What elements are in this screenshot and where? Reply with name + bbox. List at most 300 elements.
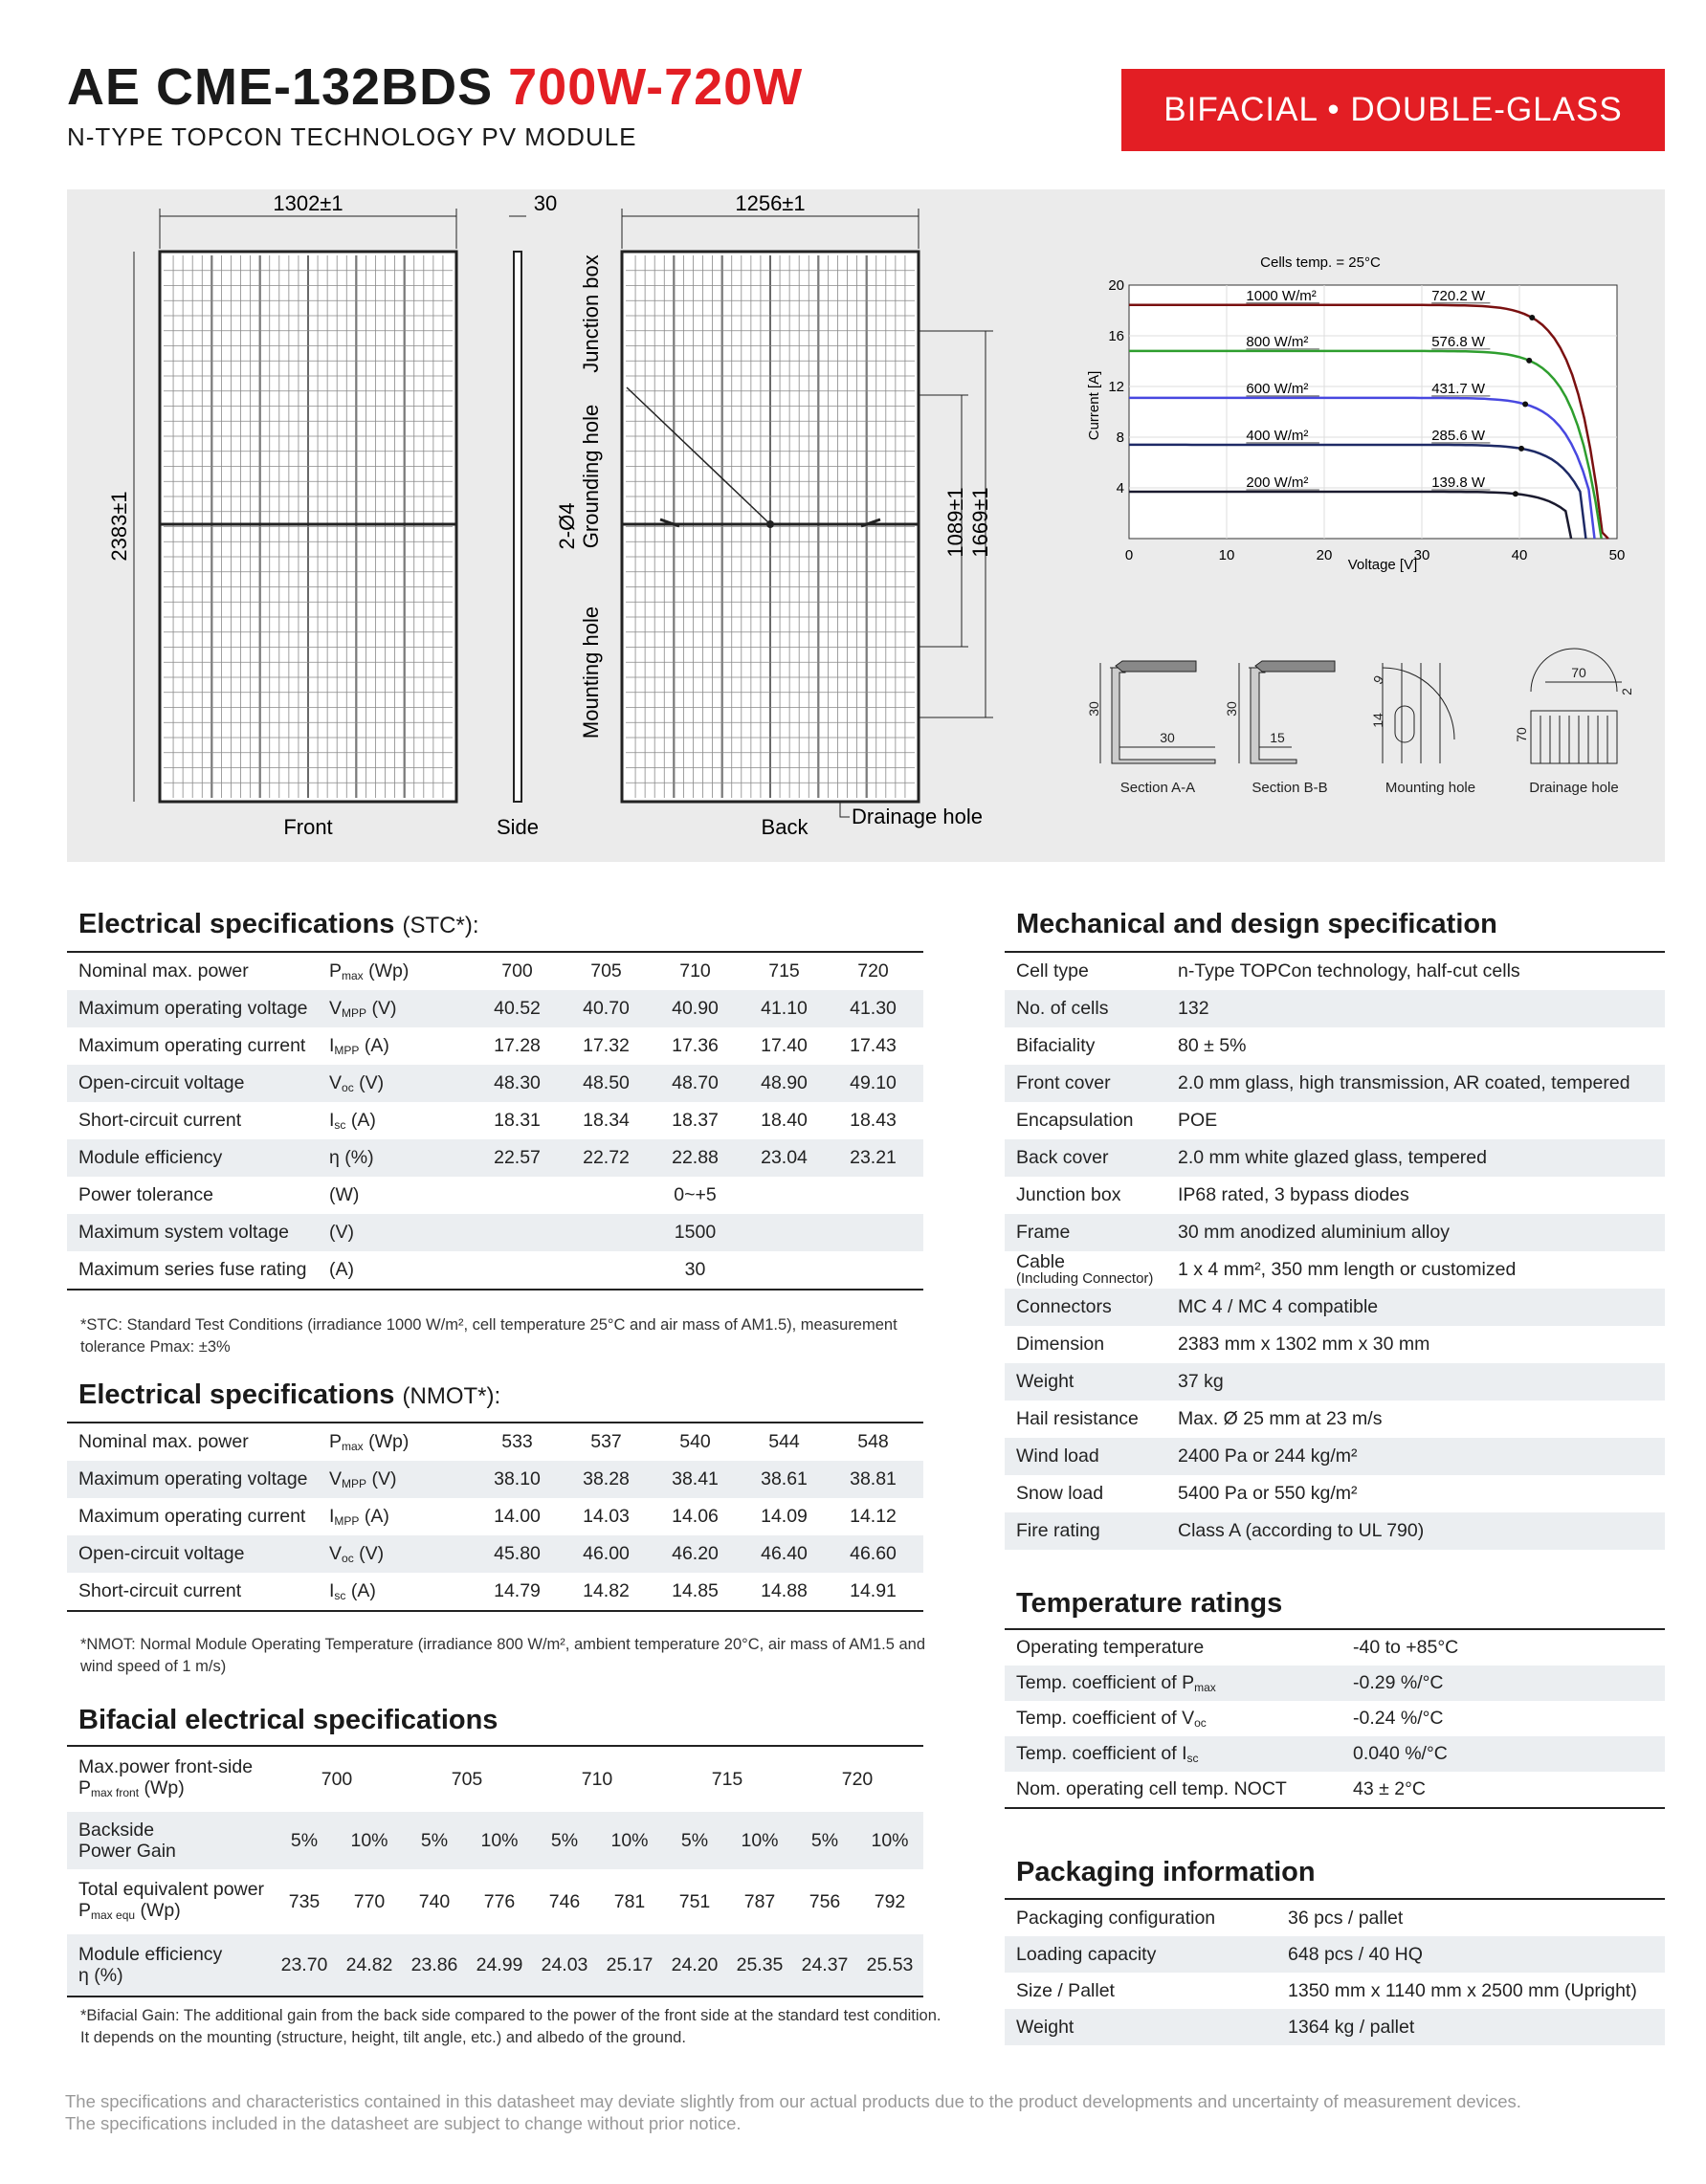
label-side: Side [496, 815, 540, 839]
mech-label: Back cover [1016, 1147, 1109, 1168]
temp-row [1005, 1630, 1665, 1666]
gains-value: 10% [871, 1829, 909, 1851]
row-value: 38.41 [672, 1468, 719, 1489]
row-value: 48.70 [672, 1072, 719, 1093]
label-back: Back [761, 815, 809, 839]
mech-row [1005, 1177, 1665, 1214]
bifacial-gain-row: Backside Power Gain 5% 10% 5% 10% 5% 10% 5% 10% 5% 10% [67, 1812, 923, 1869]
temp-row [1005, 1736, 1665, 1772]
totals-value: 746 [548, 1890, 581, 1912]
mech-label: Front cover [1016, 1072, 1111, 1093]
row-value: 30 [684, 1259, 706, 1280]
section-dims [1086, 665, 1634, 745]
table-row [67, 1214, 923, 1251]
row-symbol: $V_{MPP}$ (V) [329, 998, 397, 1020]
row-value: 40.90 [672, 998, 719, 1019]
row-symbol: $P_{max}$ (Wp) [329, 960, 410, 982]
label-grounding-hole: Grounding hole [579, 404, 603, 549]
row-value: 40.70 [583, 998, 630, 1019]
row-value: 715 [768, 960, 800, 982]
mech-row [1005, 953, 1665, 990]
pack-row [1005, 2009, 1665, 2045]
back-view [555, 191, 993, 839]
front-power-value: 720 [841, 1768, 874, 1790]
mech-value: 5400 Pa or 550 kg/m² [1178, 1483, 1358, 1504]
y-tick-label: 12 [1108, 379, 1124, 395]
pack-row [1005, 1936, 1665, 1973]
mech-value: 30 mm anodized aluminium alloy [1178, 1222, 1450, 1243]
svg-text:30: 30 [1224, 701, 1239, 717]
mech-label: Bifaciality [1016, 1035, 1096, 1056]
mech-row [1005, 1363, 1665, 1401]
mpp-point [1526, 358, 1532, 364]
row-value: 17.36 [672, 1035, 719, 1056]
totals-value: 740 [418, 1890, 451, 1912]
section-captions [1120, 780, 1619, 796]
mech-label: Hail resistance [1016, 1408, 1139, 1429]
svg-text:30: 30 [1086, 701, 1101, 717]
gains-value: 5% [550, 1829, 579, 1851]
y-tick-label: 20 [1108, 277, 1124, 294]
mech-value: 132 [1178, 998, 1209, 1019]
temp-value: -40 to +85°C [1353, 1637, 1459, 1658]
temp-value: -0.24 %/°C [1353, 1708, 1444, 1729]
row-label: Nominal max. power [78, 960, 249, 982]
mpp-point [1529, 315, 1535, 320]
effs-value: 24.20 [671, 1953, 719, 1975]
row-value: 17.43 [850, 1035, 897, 1056]
pack-label: Loading capacity [1016, 1943, 1157, 1965]
front-power-value: 705 [451, 1768, 483, 1790]
series-power-label: 431.7 W [1431, 380, 1486, 397]
caption-section-b: Section B-B [1252, 780, 1328, 796]
mech-row [1005, 1438, 1665, 1475]
row-value: 17.28 [494, 1035, 541, 1056]
footer-disclaimer: The specifications and characteristics contained in this datasheet may deviate slightly from our actual products due to the product developments and uncertainty of measurement devices. The specifications included in the datasheet are subject to change without prior notice. [65, 2091, 1521, 2133]
svg-text:70: 70 [1514, 727, 1529, 742]
page-title [67, 57, 803, 117]
temp-table [1005, 1628, 1665, 1809]
row-label: Module efficiency [78, 1147, 223, 1168]
row-value: 48.50 [583, 1072, 630, 1093]
page-subtitle: N-TYPE TOPCON TECHNOLOGY PV MODULE [67, 122, 637, 151]
totals-value: 776 [483, 1890, 516, 1912]
x-tick-label: 10 [1218, 547, 1235, 563]
row-value: 46.20 [672, 1543, 719, 1564]
mech-row [1005, 1289, 1665, 1326]
row-label: Nominal max. power [78, 1431, 249, 1452]
stc-table [67, 951, 923, 1291]
mpp-point [1513, 491, 1518, 496]
row-value: 14.79 [494, 1580, 541, 1601]
row-value: 700 [501, 960, 533, 982]
row-value: 17.40 [761, 1035, 808, 1056]
mech-label: Encapsulation [1016, 1110, 1134, 1131]
mech-value: POE [1178, 1110, 1218, 1131]
row-symbol: $V_{oc}$ (V) [329, 1072, 385, 1094]
table-row [67, 1573, 923, 1610]
row-value: 46.60 [850, 1543, 897, 1564]
mech-value: 1 x 4 mm², 350 mm length or customized [1178, 1259, 1517, 1280]
chart-xlabel: Voltage [V] [1347, 557, 1418, 573]
row-label: Power tolerance [78, 1184, 213, 1205]
table-row [67, 1251, 923, 1289]
mech-table [1005, 951, 1665, 1550]
row-label: Maximum series fuse rating [78, 1259, 307, 1280]
totals-value: 781 [613, 1890, 646, 1912]
bifacial-badge: BIFACIAL • DOUBLE-GLASS [1121, 69, 1665, 151]
row-value: 537 [590, 1431, 622, 1452]
gains-value: 5% [680, 1829, 709, 1851]
row-symbol: $I_{MPP}$ (A) [329, 1035, 389, 1057]
mech-row [1005, 1139, 1665, 1177]
pack-label: Size / Pallet [1016, 1979, 1115, 2001]
row-symbol: (W) [329, 1184, 360, 1205]
row-value: 18.31 [494, 1110, 541, 1131]
pack-label: Packaging configuration [1016, 1907, 1216, 1929]
mech-row [1005, 1027, 1665, 1065]
row-value: 46.40 [761, 1543, 808, 1564]
row-value: 41.30 [850, 998, 897, 1019]
row-symbol: (A) [329, 1259, 354, 1280]
row-value: 540 [679, 1431, 711, 1452]
row-value: 38.81 [850, 1468, 897, 1489]
row-value: 14.91 [850, 1580, 897, 1601]
temp-label: Nom. operating cell temp. NOCT [1016, 1778, 1287, 1799]
temp-row [1005, 1666, 1665, 1701]
row-label: Maximum operating current [78, 1506, 306, 1527]
effs-value: 25.17 [606, 1953, 654, 1975]
row-value: 23.21 [850, 1147, 897, 1168]
mech-label: Wind load [1016, 1445, 1099, 1467]
side-view [497, 191, 557, 839]
pack-section-title: Packaging information [1016, 1857, 1316, 1887]
table-row [67, 990, 923, 1027]
chart-title: Cells temp. = 25°C [1260, 254, 1381, 271]
y-tick-label: 16 [1108, 328, 1124, 344]
row-value: 23.04 [761, 1147, 808, 1168]
label-front: Front [283, 815, 333, 839]
table-row [67, 1535, 923, 1573]
dim-inner-2: 1669±1 [968, 487, 992, 558]
svg-text:15: 15 [1270, 730, 1285, 745]
mech-section-title: Mechanical and design specification [1016, 909, 1497, 939]
series-irradiance-label: 800 W/m² [1246, 333, 1309, 350]
row-value: 17.32 [583, 1035, 630, 1056]
row-value: 18.37 [672, 1110, 719, 1131]
row-value: 0~+5 [674, 1184, 717, 1205]
title-power-range: 700W-720W [508, 58, 804, 116]
caption-drainage-hole: Drainage hole [1529, 780, 1619, 796]
row-value: 45.80 [494, 1543, 541, 1564]
row-value: 720 [857, 960, 889, 982]
dim-height: 2383±1 [107, 491, 131, 562]
table-row [67, 1065, 923, 1102]
mech-label: Frame [1016, 1222, 1071, 1243]
mech-label: Weight [1016, 1371, 1075, 1392]
mech-row [1005, 1102, 1665, 1139]
totals-value: 792 [874, 1890, 906, 1912]
mech-value: 2.0 mm white glazed glass, tempered [1178, 1147, 1487, 1168]
totals-value: 787 [743, 1890, 776, 1912]
effs-value: 24.82 [345, 1953, 393, 1975]
row-value: 18.43 [850, 1110, 897, 1131]
x-tick-label: 50 [1608, 547, 1626, 563]
gains-value: 5% [420, 1829, 449, 1851]
bifacial-table [67, 1745, 923, 1997]
nmot-footnote: *NMOT: Normal Module Operating Temperature (irradiance 800 W/m², ambient temperature 20°C, air mass of AM1.5 and wind speed of 1 m/s) [80, 1636, 925, 1675]
temp-row [1005, 1701, 1665, 1736]
row-symbol: $I_{sc}$ (A) [329, 1110, 376, 1132]
nmot-table [67, 1422, 923, 1612]
row-label: Open-circuit voltage [78, 1072, 245, 1093]
mech-row [1005, 1214, 1665, 1251]
row-label: Open-circuit voltage [78, 1543, 245, 1564]
row-label: Short-circuit current [78, 1580, 242, 1601]
mech-value: Max. Ø 25 mm at 23 m/s [1178, 1408, 1383, 1429]
row-value: 14.82 [583, 1580, 630, 1601]
effs-value: 24.03 [541, 1953, 588, 1975]
effs-value: 23.70 [280, 1953, 328, 1975]
row-value: 548 [857, 1431, 889, 1452]
mech-row [1005, 1065, 1665, 1102]
row-label: Short-circuit current [78, 1110, 242, 1131]
y-tick-label: 4 [1116, 480, 1124, 496]
bifacial-efficiency-row: Module efficiency η (%) 23.70 24.82 23.86 24.99 24.03 25.17 24.20 25.35 24.37 25.53 [67, 1934, 923, 1996]
svg-text:14: 14 [1370, 713, 1385, 728]
table-row [67, 1027, 923, 1065]
table-row [67, 1423, 923, 1461]
totals-value: 756 [809, 1890, 841, 1912]
pack-value: 1350 mm x 1140 mm x 2500 mm (Upright) [1288, 1979, 1637, 2001]
mech-row [1005, 1401, 1665, 1438]
svg-text:70: 70 [1571, 665, 1586, 680]
row-label: Maximum operating voltage [78, 1468, 308, 1489]
mech-row [1005, 1251, 1665, 1289]
x-tick-label: 40 [1511, 547, 1528, 563]
temp-section-title: Temperature ratings [1016, 1588, 1283, 1619]
mech-value: n-Type TOPCon technology, half-cut cells [1178, 960, 1520, 982]
table-row [67, 1102, 923, 1139]
totals-value: 751 [678, 1890, 711, 1912]
x-tick-label: 20 [1316, 547, 1333, 563]
mpp-point [1522, 402, 1528, 408]
mech-value: 2383 mm x 1302 mm x 30 mm [1178, 1334, 1430, 1355]
row-label: Maximum operating current [78, 1035, 306, 1056]
row-value: 22.57 [494, 1147, 541, 1168]
temp-label: Temp. coefficient of $V_{oc}$ [1016, 1708, 1207, 1730]
gains-value: 5% [810, 1829, 839, 1851]
dim-front-width: 1302±1 [273, 191, 343, 215]
table-row [67, 1461, 923, 1498]
mech-label: Snow load [1016, 1483, 1104, 1504]
row-value: 49.10 [850, 1072, 897, 1093]
pack-value: 36 pcs / pallet [1288, 1907, 1404, 1929]
chart-ylabel: Current [A] [1086, 370, 1102, 441]
mounting-hole-detail [1383, 663, 1454, 763]
row-value: 41.10 [761, 998, 808, 1019]
row-value: 710 [679, 960, 711, 982]
effs-value: 24.99 [476, 1953, 523, 1975]
mech-label: Cable (Including Connector) [1016, 1253, 1154, 1287]
gains-value: 10% [480, 1829, 519, 1851]
bifacial-total-row: Total equivalent power $P_{max equ}$ (Wp) 735 770 740 776 746 781 751 787 756 792 [67, 1869, 923, 1934]
temp-label: Temp. coefficient of $I_{sc}$ [1016, 1743, 1199, 1765]
x-tick-label: 30 [1413, 547, 1430, 563]
series-irradiance-label: 400 W/m² [1246, 427, 1309, 444]
dim-side-width: 30 [533, 191, 558, 215]
bifacial-footnote: *Bifacial Gain: The additional gain from the back side compared to the power of the front side at the standard test condition. It depends on the mounting (structure, height, tilt angle, etc.) and albedo of the ground. [80, 2007, 942, 2046]
row-symbol: η (%) [329, 1147, 374, 1168]
section-details [1100, 649, 1622, 763]
front-view [107, 191, 456, 839]
mech-value: 2.0 mm glass, high transmission, AR coated, tempered [1178, 1072, 1630, 1093]
row-value: 14.03 [583, 1506, 630, 1527]
stc-footnote: *STC: Standard Test Conditions (irradiance 1000 W/m², cell temperature 25°C and air mass of AM1.5), measurement tolerance Pmax: ±3% [80, 1316, 897, 1356]
mech-label: Junction box [1016, 1184, 1121, 1205]
mech-row [1005, 990, 1665, 1027]
dim-inner-1: 1089±1 [943, 487, 967, 558]
row-value: 22.88 [672, 1147, 719, 1168]
row-symbol: $V_{oc}$ (V) [329, 1543, 385, 1565]
totals-value: 735 [288, 1890, 321, 1912]
row-label: Maximum system voltage [78, 1222, 289, 1243]
row-value: 48.30 [494, 1072, 541, 1093]
pack-row [1005, 1900, 1665, 1936]
row-value: 14.85 [672, 1580, 719, 1601]
row-value: 18.40 [761, 1110, 808, 1131]
caption-section-a: Section A-A [1119, 780, 1196, 796]
row-value: 38.10 [494, 1468, 541, 1489]
section-b-b [1239, 661, 1335, 763]
row-value: 14.12 [850, 1506, 897, 1527]
module-drawings [67, 189, 1665, 862]
table-row [67, 953, 923, 990]
row-symbol: $V_{MPP}$ (V) [329, 1468, 397, 1490]
mech-value: Class A (according to UL 790) [1178, 1520, 1425, 1541]
row-value: 544 [768, 1431, 800, 1452]
mech-label: No. of cells [1016, 998, 1109, 1019]
front-power-value: 715 [711, 1768, 743, 1790]
row-symbol: $I_{sc}$ (A) [329, 1580, 376, 1602]
pack-row [1005, 1973, 1665, 2009]
mech-value: IP68 rated, 3 bypass diodes [1178, 1184, 1409, 1205]
series-irradiance-label: 200 W/m² [1246, 474, 1309, 491]
temp-label: Operating temperature [1016, 1637, 1205, 1658]
caption-mounting-hole: Mounting hole [1385, 780, 1476, 796]
iv-curve-chart [1086, 254, 1625, 573]
row-value: 14.88 [761, 1580, 808, 1601]
effs-value: 25.53 [866, 1953, 914, 1975]
table-row [67, 1498, 923, 1535]
mech-label: Connectors [1016, 1296, 1112, 1317]
gains-value: 10% [610, 1829, 649, 1851]
table-row [67, 1177, 923, 1214]
title-model: AE CME-132BDS [67, 58, 494, 116]
label-grounding-count: 2-Ø4 [555, 502, 579, 550]
mech-row [1005, 1512, 1665, 1550]
totals-value: 770 [353, 1890, 386, 1912]
table-row [67, 1139, 923, 1177]
gains-value: 5% [290, 1829, 319, 1851]
row-value: 48.90 [761, 1072, 808, 1093]
row-value: 705 [590, 960, 622, 982]
row-value: 38.61 [761, 1468, 808, 1489]
series-power-label: 285.6 W [1431, 427, 1486, 444]
mpp-point [1518, 446, 1524, 452]
technical-drawing-panel [67, 189, 1665, 862]
effs-value: 23.86 [410, 1953, 458, 1975]
series-irradiance-label: 600 W/m² [1246, 380, 1309, 397]
series-power-label: 720.2 W [1431, 287, 1486, 304]
dim-back-width: 1256±1 [735, 191, 806, 215]
mech-value: 2400 Pa or 244 kg/m² [1178, 1445, 1358, 1467]
stc-section-title: Electrical specifications (STC*): [78, 909, 479, 939]
temp-value: 0.040 %/°C [1353, 1743, 1448, 1764]
effs-value: 24.37 [801, 1953, 849, 1975]
gains-value: 10% [741, 1829, 779, 1851]
mech-label: Dimension [1016, 1334, 1105, 1355]
series-power-label: 139.8 W [1431, 474, 1486, 491]
row-value: 14.00 [494, 1506, 541, 1527]
bifacial-section-title: Bifacial electrical specifications [78, 1705, 499, 1735]
row-value: 533 [501, 1431, 533, 1452]
row-value: 22.72 [583, 1147, 630, 1168]
pack-value: 1364 kg / pallet [1288, 2016, 1415, 2038]
temp-value: -0.29 %/°C [1353, 1672, 1444, 1693]
mech-value: MC 4 / MC 4 compatible [1178, 1296, 1379, 1317]
temp-row [1005, 1772, 1665, 1807]
series-power-label: 576.8 W [1431, 333, 1486, 350]
row-value: 38.28 [583, 1468, 630, 1489]
front-power-value: 710 [581, 1768, 613, 1790]
row-value: 14.09 [761, 1506, 808, 1527]
row-value: 14.06 [672, 1506, 719, 1527]
temp-label: Temp. coefficient of $P_{max}$ [1016, 1672, 1216, 1694]
series-irradiance-label: 1000 W/m² [1246, 287, 1317, 304]
row-symbol: $P_{max}$ (Wp) [329, 1431, 410, 1453]
bifacial-front-power-row: Max.power front-side $P_{max front}$ (Wp) 700 705 710 715 720 [67, 1747, 923, 1812]
svg-text:9: 9 [1369, 673, 1387, 687]
pack-label: Weight [1016, 2016, 1075, 2038]
row-symbol: $I_{MPP}$ (A) [329, 1506, 389, 1528]
nmot-section-title: Electrical specifications (NMOT*): [78, 1379, 501, 1410]
temp-value: 43 ± 2°C [1353, 1778, 1426, 1799]
svg-text:30: 30 [1160, 730, 1175, 745]
row-value: 18.34 [583, 1110, 630, 1131]
effs-value: 25.35 [736, 1953, 784, 1975]
label-junction-box: Junction box [579, 254, 603, 373]
row-value: 40.52 [494, 998, 541, 1019]
y-tick-label: 8 [1116, 430, 1124, 446]
label-mounting-hole: Mounting hole [579, 606, 603, 739]
row-label: Maximum operating voltage [78, 998, 308, 1019]
front-power-value: 700 [321, 1768, 353, 1790]
row-value: 46.00 [583, 1543, 630, 1564]
label-drainage-hole: Drainage hole [852, 805, 983, 828]
svg-text:2: 2 [1619, 688, 1634, 695]
mech-value: 80 ± 5% [1178, 1035, 1247, 1056]
row-symbol: (V) [329, 1222, 354, 1243]
row-value: 1500 [674, 1222, 717, 1243]
mech-row [1005, 1326, 1665, 1363]
mech-row [1005, 1475, 1665, 1512]
pack-table [1005, 1898, 1665, 2045]
mech-value: 37 kg [1178, 1371, 1224, 1392]
gains-value: 10% [350, 1829, 388, 1851]
mech-label: Fire rating [1016, 1520, 1100, 1541]
pack-value: 648 pcs / 40 HQ [1288, 1943, 1423, 1965]
